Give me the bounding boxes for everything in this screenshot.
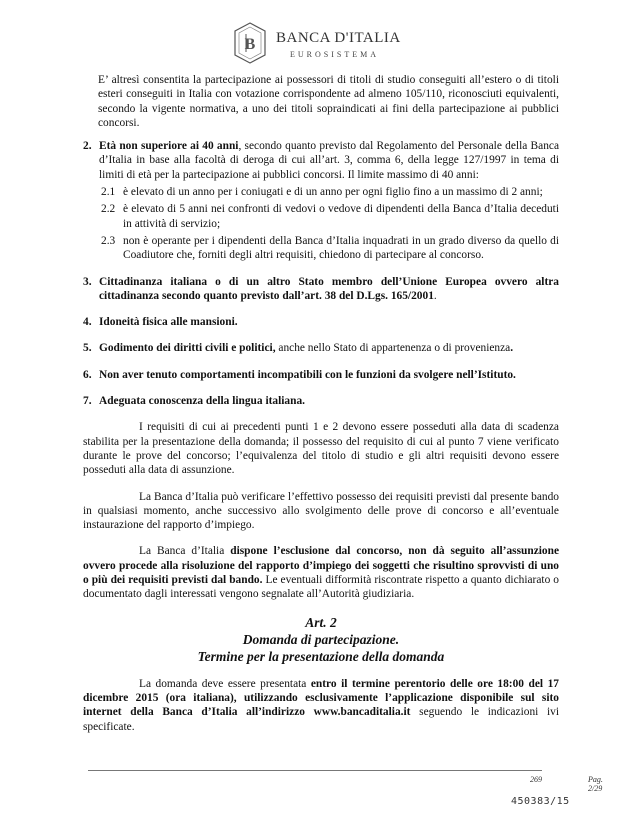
requirement-item-4 (83, 315, 559, 329)
requirement-item-5 (83, 341, 559, 355)
pag-label: Pag. (588, 775, 603, 784)
logo-subtitle: EUROSISTEMA (290, 50, 380, 59)
article-heading (83, 614, 559, 665)
item-number: 6. (83, 368, 92, 381)
item-text (99, 368, 559, 382)
sub-item-text: è elevato di 5 anni nei confronti di vedovi o vedove di dipendenti della Banca d’Italia deceduti in attività di servizio; (123, 203, 559, 230)
item-number: 4. (83, 316, 92, 329)
article-subtitle: Termine per la presentazione della domanda (197, 648, 445, 664)
footer-document-code: 450383/15 (511, 796, 570, 807)
para-body: seguendo le indicazioni ivi specificate. (83, 706, 560, 733)
item-bold: Adeguata conoscenza della lingua italiana. (99, 395, 305, 408)
item-text (99, 139, 559, 182)
item-body: , secondo quanto previsto dal Regolamento del Personale della Banca d’Italia in base alla facoltà di deroga di cui all’art. 3, comma 6, della legge 127/1997 in tema di limiti di età per la partecipazione ai pubblici concorsi. Il limite massimo di 40 anni: (99, 140, 559, 181)
item-text (99, 394, 559, 408)
svg-text:B: B (244, 36, 256, 53)
sub-item-2-2 (101, 202, 559, 231)
page-header (0, 0, 638, 72)
item-bold: Godimento dei diritti civili e politici, (99, 342, 276, 355)
footer-divider (88, 770, 542, 771)
para-lead: La domanda deve essere presentata (139, 677, 311, 690)
item-number: 7. (83, 395, 92, 408)
item-body: anche nello Stato di appartenenza o di provenienza (275, 342, 511, 355)
para-lead: La Banca d’Italia (139, 545, 231, 558)
document-body (83, 73, 559, 734)
sub-item-text: non è operante per i dipendenti della Banca d’Italia inquadrati in un grado diverso da quello di Coadiutore che, forniti degli altri requisiti, chiedono di partecipare al concorso. (123, 234, 559, 262)
item-text (99, 275, 559, 304)
footer-page-number: 269 (530, 775, 542, 784)
requirement-item-7 (83, 394, 559, 408)
footer-pagination (588, 775, 603, 793)
paragraph-application (83, 677, 559, 734)
banca-italia-logo-icon (232, 22, 268, 64)
item-bold: Età non superiore ai 40 anni (99, 140, 239, 153)
para-body: Le eventuali difformità riscontrate rispetto a quanto dichiarato o documentato dagli interessati vengono segnalate all’Autorità giudiziaria. (83, 574, 559, 601)
sub-item-number: 2.3 (101, 234, 116, 247)
item-text (99, 315, 559, 329)
item-number: 2. (83, 140, 92, 153)
sub-item-2-1 (101, 185, 559, 199)
item-number: 5. (83, 342, 92, 355)
logo-title: BANCA D'ITALIA (276, 30, 401, 46)
sub-item-number: 2.2 (101, 203, 116, 216)
requirement-item-2 (83, 139, 559, 182)
sub-item-text: è elevato di un anno per i coniugati e di un anno per ogni figlio fino a un massimo di 2 anni; (123, 186, 543, 199)
requirement-item-6 (83, 368, 559, 382)
paragraph-requirements-timing: I requisiti di cui ai precedenti punti 1 e 2 devono essere posseduti alla data di scadenza stabilita per la presentazione della domanda; il possesso del requisito di cui al punto 7 viene verificato durante le prove del concorso; l’equivalenza del titolo di studio e gli altri requisiti devono essere posseduti alla data di assunzione. (83, 421, 559, 477)
item-bold: Idoneità fisica alle mansioni. (99, 316, 238, 329)
article-number: Art. 2 (305, 614, 337, 630)
item-body: . (433, 289, 437, 302)
sub-item-2-3 (101, 234, 559, 263)
article-title: Domanda di partecipazione. (242, 631, 400, 647)
para-bold: dispone l’esclusione dal concorso, non dà seguito all’assunzione ovvero procede alla risoluzione del rapporto d’impiego dei soggetti che risultino sprovvisti di uno o più dei requisiti previsti dal bando. (83, 545, 559, 587)
paragraph-verification: La Banca d’Italia può verificare l’effettivo possesso dei requisiti previsti dal presente bando in qualsiasi momento, anche successivo allo svolgimento delle prove di concorso e all’eventuale instaurazione del rapporto d’impiego. (83, 490, 559, 532)
item-number: 3. (83, 275, 92, 288)
sub-item-number: 2.1 (101, 186, 116, 199)
item-bold: Non aver tenuto comportamenti incompatibili con le funzioni da svolgere nell’Istituto. (99, 368, 516, 381)
paragraph-exclusion (83, 544, 559, 601)
item-bold: Cittadinanza italiana o di un altro Stato membro dell’Unione Europea ovvero altra cittadinanza secondo quanto previsto dall’art. 38 del D.Lgs. 165/2001 (99, 275, 559, 302)
item-text (99, 341, 559, 355)
item-tail: . (510, 342, 514, 355)
para-bold: entro il termine perentorio delle ore 18:00 del 17 dicembre 2015 (ora italiana), utilizzando esclusivamente l’applicazione disponibile sul sito internet della Banca d’Italia all’indirizzo www.bancaditalia.it (83, 677, 559, 719)
requirement-item-3 (83, 275, 559, 304)
pag-value: 2/29 (588, 784, 603, 793)
intro-paragraph: E’ altresì consentita la partecipazione ai possessori di titoli di studio conseguiti all’estero o di titoli esteri conseguiti in Italia con votazione corrispondente ad almeno 105/110, riconosciuti equivalenti, secondo la vigente normativa, a uno dei titoli sopraindicati ai fini della partecipazione ai pubblici concorsi. (98, 74, 559, 129)
